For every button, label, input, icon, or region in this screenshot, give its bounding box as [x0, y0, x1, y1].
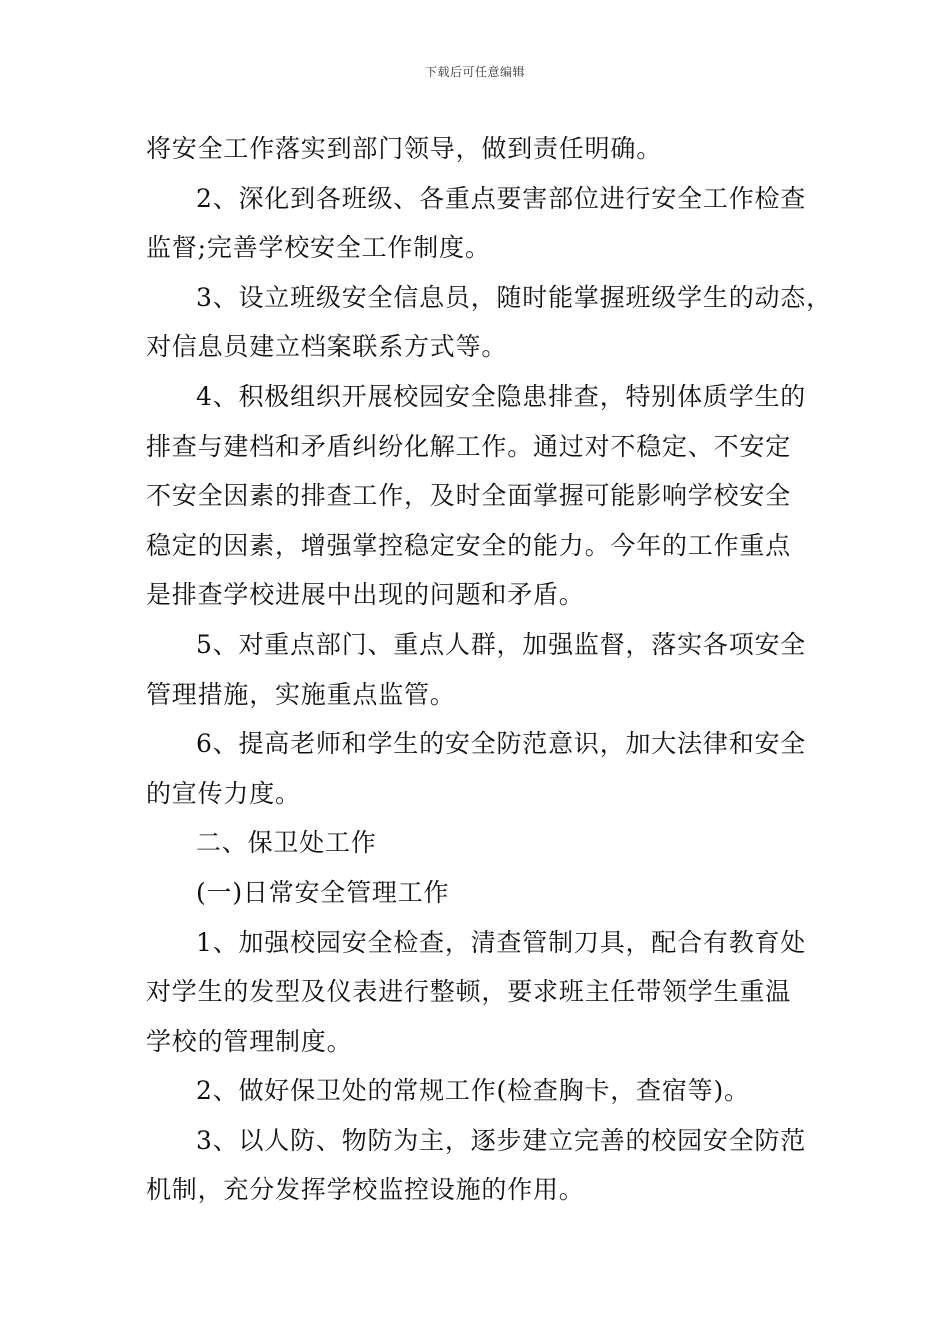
- text-line: (一)日常安全管理工作: [196, 877, 450, 907]
- text-line: 二、保卫处工作: [196, 828, 377, 858]
- text-line: 3、以人防、物防为主，逐步建立完善的校园安全防范: [196, 1125, 807, 1155]
- text-line: 4、积极组织开展校园安全隐患排查，特别体质学生的: [196, 381, 807, 411]
- text-line: 不安全因素的排查工作，及时全面掌握可能影响学校安全: [146, 481, 792, 511]
- text-line: 排查与建档和矛盾纠纷化解工作。通过对不稳定、不安定: [146, 431, 792, 461]
- document-body: [146, 124, 832, 1215]
- text-line: 机制，充分发挥学校监控设施的作用。: [146, 1175, 585, 1205]
- text-line: 对信息员建立档案联系方式等。: [146, 332, 508, 362]
- text-line: 的宣传力度。: [146, 778, 301, 808]
- page-header: 下载后可任意编辑: [424, 65, 525, 79]
- text-line: 对学生的发型及仪表进行整顿，要求班主任带领学生重温: [146, 977, 792, 1007]
- text-line: 管理措施，实施重点监管。: [146, 679, 456, 709]
- text-line: 2、深化到各班级、各重点要害部位进行安全工作检查: [196, 183, 807, 213]
- text-line: 是排查学校进展中出现的问题和矛盾。: [146, 580, 585, 610]
- text-line: 5、对重点部门、重点人群，加强监督，落实各项安全: [196, 629, 807, 659]
- text-line: 6、提高老师和学生的安全防范意识，加大法律和安全: [196, 729, 807, 759]
- text-line: 学校的管理制度。: [146, 1026, 353, 1056]
- text-line: 3、设立班级安全信息员，随时能掌握班级学生的动态，: [196, 282, 832, 312]
- text-line: 稳定的因素，增强掌控稳定安全的能力。今年的工作重点: [146, 530, 792, 560]
- text-line: 1、加强校园安全检查，清查管制刀具，配合有教育处: [196, 927, 807, 957]
- text-line: 2、做好保卫处的常规工作(检查胸卡，查宿等)。: [196, 1076, 750, 1106]
- text-line: 将安全工作落实到部门领导，做到责任明确。: [146, 134, 663, 163]
- text-line: 监督;完善学校安全工作制度。: [146, 233, 491, 263]
